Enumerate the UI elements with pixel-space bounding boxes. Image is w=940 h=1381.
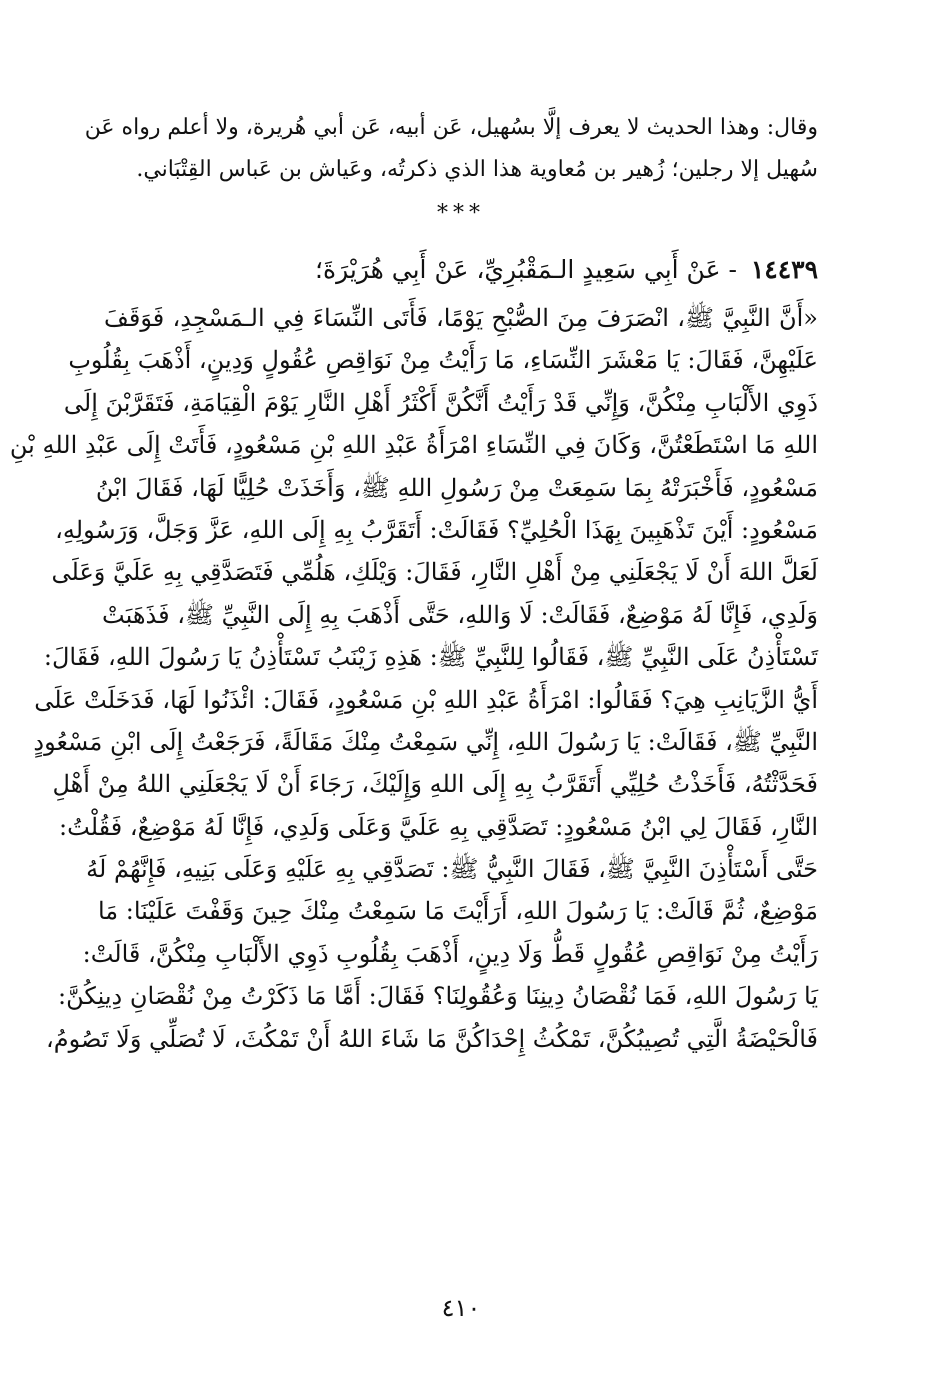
note-line: سُهيل إلا رجلين؛ زُهير بن مُعاوية هذا الذي ذكرتُه، وعَياش بن عَباس القِتْبَاني. [136, 157, 818, 183]
hadith-line: تَسْتَأْذِنُ عَلَى النَّبِيِّ ﷺ، فَقَالُوا لِلنَّبِيِّ ﷺ: هَذِهِ زَيْنَبُ تَسْتَأْذِنُ يَا رَسُولَ اللهِ، فَقَالَ: [43, 643, 818, 672]
hadith-line: رَأَيْتُ مِنْ نَوَاقِصِ عُقُولٍ قَطُّ وَلَا دِينٍ، أَذْهَبَ بِقُلُوبِ ذَوِي الأَلْبَابِ مِنْكُنَّ، قَالَتْ: [82, 939, 818, 968]
hadith-heading [104, 246, 818, 294]
hadith-line: «أَنَّ النَّبِيَّ ﷺ، انْصَرَفَ مِنَ الصُّبْحِ يَوْمًا، فَأَتَى النِّسَاءَ فِي الـمَسْجِدِ، فَوَقَفَ [104, 304, 818, 332]
commentary-note [84, 106, 818, 191]
hadith-line: وَلَدِي، فَإِنَّا لَهُ مَوْضِعٌ، فَقَالَتْ: لَا وَاللهِ، حَتَّى أَذْهَبَ بِهِ إِلَى النَّبِيِّ ﷺ، فَذَهَبَتْ [102, 600, 818, 629]
hadith-line: مَوْضِعٌ، ثُمَّ قَالَتْ: يَا رَسُولَ اللهِ، أَرَأَيْتَ مَا سَمِعْتُ مِنْكَ حِينَ وَقَفْتَ عَلَيْنَا: مَا [97, 897, 818, 926]
hadith-line: فَالْحَيْضَةُ الَّتِي تُصِيبُكُنَّ، تَمْكُثُ إِحْدَاكُنَّ مَا شَاءَ اللهُ أَنْ تَمْكُثَ، لَا تُصَلِّي وَلَا تَصُومُ، [46, 1024, 818, 1053]
hadith-line: النَّارِ، فَقَالَ لِي ابْنُ مَسْعُودٍ: تَصَدَّقِي بِهِ عَلَيَّ وَعَلَى وَلَدِي، فَإِنَّا لَهُ مَوْضِعٌ، فَقُلْتُ: [59, 812, 818, 841]
hadith-line: فَحَدَّثْتُهُ، فَأَخَذْتُ حُلِيِّي أَتَقَرَّبُ بِهِ إِلَى اللهِ وَإِلَيْكَ، رَجَاءَ أَنْ لَا يَجْعَلَنِي اللهُ مِنْ أَهْلِ [52, 770, 818, 799]
book-page [9, 0, 818, 1381]
hadith-isnad: عَنْ أَبِي سَعِيدٍ الـمَقْبُرِيِّ، عَنْ أَبِي هُرَيْرَةَ؛ [315, 255, 721, 284]
hadith-line: النَّبِيِّ ﷺ، فَقَالَتْ: يَا رَسُولَ اللهِ، إِنِّي سَمِعْتُ مِنْكَ مَقَالَةً، فَرَجَعْتُ إِلَى ابْنِ مَسْعُودٍ [33, 727, 818, 756]
hadith-text [9, 296, 818, 1296]
hadith-line: لَعَلَّ اللهَ أَنْ لَا يَجْعَلَنِي مِنْ أَهْلِ النَّارِ، فَقَالَ: وَيْلَكِ، هَلُمِّي فَتَصَدَّقِي بِهِ عَلَيَّ وَعَلَى [51, 558, 818, 587]
hadith-line: يَا رَسُولَ اللهِ، فَمَا نُقْصَانُ دِينِنَا وَعُقُولِنَا؟ فَقَالَ: أَمَّا مَا ذَكَرْتُ مِنْ نُقْصَانِ دِينِكُنَّ: [57, 982, 818, 1011]
section-separator: *** [437, 201, 485, 226]
hadith-dash: - [728, 255, 737, 284]
hadith-line: ذَوِي الأَلْبَابِ مِنْكُنَّ، وَإِنِّي قَدْ رَأَيْتُ أَنَّكُنَّ أَكْثَرُ أَهْلِ النَّارِ يَوْمَ الْقِيَامَةِ، فَتَقَرَّبْنَ إِلَى [63, 388, 818, 417]
hadith-line: عَلَيْهِنَّ، فَقَالَ: يَا مَعْشَرَ النِّسَاءِ، مَا رَأَيْتُ مِنْ نَوَاقِصِ عُقُولٍ وَدِينٍ، أَذْهَبَ بِقُلُوبِ [68, 346, 818, 375]
hadith-line: مَسْعُودٍ، فَأَخْبَرَتْهُ بِمَا سَمِعَتْ مِنْ رَسُولِ اللهِ ﷺ، وَأَخَذَتْ حُلِيًّا لَهَا، فَقَالَ ابْنُ [95, 473, 818, 502]
hadith-line: مَسْعُودٍ: أَيْنَ تَذْهَبِينَ بِهَذَا الْحُلِيِّ؟ فَقَالَتْ: أَتَقَرَّبُ بِهِ إِلَى اللهِ، عَزَّ وَجَلَّ، وَرَسُولِهِ، [55, 515, 818, 544]
hadith-number: ١٤٤٣٩ [750, 255, 818, 284]
page-number: ٤١٠ [441, 1294, 481, 1322]
hadith-line: أَيُّ الزَّيَانِبِ هِيَ؟ فَقَالُوا: امْرَأَةُ عَبْدِ اللهِ بْنِ مَسْعُودٍ، فَقَالَ: ائْذَنُوا لَهَا، فَدَخَلَتْ عَلَى [34, 685, 818, 714]
hadith-line: حَتَّى أَسْتَأْذِنَ النَّبِيَّ ﷺ، فَقَالَ النَّبِيُّ ﷺ: تَصَدَّقِي بِهِ عَلَيْهِ وَعَلَى بَنِيهِ، فَإِنَّهُمْ لَهُ [86, 855, 818, 884]
note-line: وقال: وهذا الحديث لا يعرف إلَّا بسُهيل، عَن أبيه، عَن أبي هُريرة، ولا أعلم رواه عَن [84, 115, 818, 140]
hadith-line: اللهِ مَا اسْتَطَعْتُنَّ، وَكَانَ فِي النِّسَاءِ امْرَأَةُ عَبْدِ اللهِ بْنِ مَسْعُودٍ، فَأَتَتْ إِلَى عَبْدِ اللهِ بْنِ [9, 431, 818, 460]
